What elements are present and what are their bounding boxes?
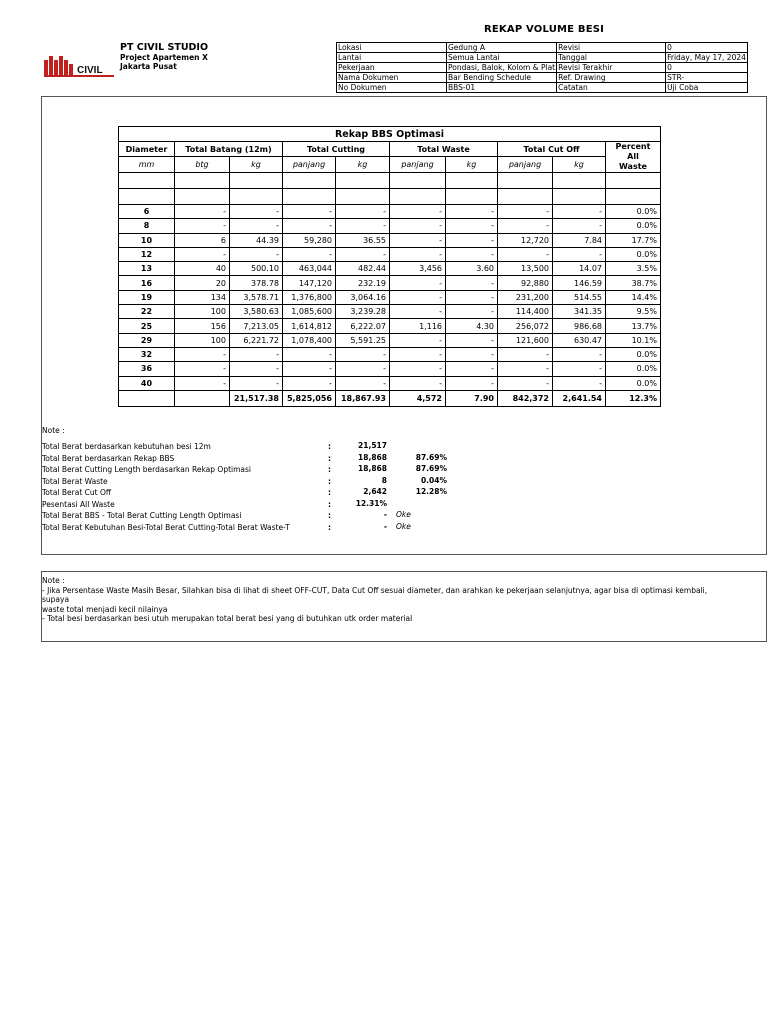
diameter-cell: 10 xyxy=(119,233,175,247)
value-cell: 7,213.05 xyxy=(230,319,283,333)
value-cell: 3,239.28 xyxy=(336,305,390,319)
document-info-table xyxy=(336,42,748,93)
summary-label: Total Berat Cut Off xyxy=(42,488,112,497)
info-row xyxy=(337,53,748,63)
value-cell: 231,200 xyxy=(498,290,553,304)
blank-cell xyxy=(446,189,498,205)
value-cell: 17.7% xyxy=(606,233,661,247)
summary-colon: : xyxy=(328,465,331,474)
value-cell: - xyxy=(336,219,390,233)
table-row xyxy=(119,233,661,247)
value-cell: - xyxy=(175,347,230,361)
value-cell: 3.5% xyxy=(606,262,661,276)
value-cell: - xyxy=(283,376,336,390)
project-city: Jakarta Pusat xyxy=(120,62,177,71)
info-cell-v1: BBS-01 xyxy=(447,83,557,93)
table-row xyxy=(119,247,661,261)
summary-block xyxy=(42,441,502,533)
value-cell: - xyxy=(446,362,498,376)
summary-value: 18,868 xyxy=(358,452,387,462)
summary-status: Oke xyxy=(396,521,411,531)
total-cell: 5,825,056 xyxy=(283,390,336,406)
info-cell-k2: Catatan xyxy=(557,83,666,93)
unit-cell: mm xyxy=(119,157,175,173)
blank-cell xyxy=(230,189,283,205)
info-cell-v2: 0 xyxy=(666,63,748,73)
value-cell: 5,591.25 xyxy=(336,333,390,347)
summary-value: - xyxy=(383,510,387,519)
bottom-note-line2: waste total menjadi kecil nilainya xyxy=(42,604,168,614)
summary-percent: 12.28% xyxy=(415,487,447,496)
value-cell: - xyxy=(390,205,446,219)
table-row xyxy=(119,347,661,361)
blank-cell xyxy=(390,189,446,205)
value-cell: 92,880 xyxy=(498,276,553,290)
value-cell: 1,078,400 xyxy=(283,333,336,347)
table-row xyxy=(119,205,661,219)
value-cell: 146.59 xyxy=(553,276,606,290)
table-row xyxy=(119,276,661,290)
value-cell: - xyxy=(498,362,553,376)
value-cell: 38.7% xyxy=(606,276,661,290)
blank-cell xyxy=(606,189,661,205)
value-cell: - xyxy=(336,247,390,261)
bottom-note-line3: - Total besi berdasarkan besi utuh merupakan total berat besi yang di butuhkan utk order material xyxy=(42,614,413,623)
value-cell: 0.0% xyxy=(606,205,661,219)
total-cell: 7.90 xyxy=(446,390,498,406)
info-row xyxy=(337,73,748,83)
value-cell: - xyxy=(390,333,446,347)
table-row xyxy=(119,319,661,333)
blank-cell xyxy=(498,173,553,189)
info-cell-v2: STR- xyxy=(666,73,748,83)
info-cell-k2: Tanggal xyxy=(557,53,666,63)
value-cell: - xyxy=(230,219,283,233)
blank-cell xyxy=(446,173,498,189)
info-cell-v2: 0 xyxy=(666,43,748,53)
value-cell: - xyxy=(446,276,498,290)
info-cell-k1: Lantai xyxy=(337,53,447,63)
summary-percent: 0.04% xyxy=(420,475,447,485)
table-row xyxy=(119,290,661,304)
value-cell: - xyxy=(498,347,553,361)
value-cell: - xyxy=(390,219,446,233)
value-cell: - xyxy=(283,219,336,233)
value-cell: - xyxy=(175,247,230,261)
diameter-cell: 36 xyxy=(119,362,175,376)
header-total-cutting: Total Cutting xyxy=(283,142,390,157)
value-cell: 59,280 xyxy=(283,233,336,247)
value-cell: 0.0% xyxy=(606,347,661,361)
summary-colon: : xyxy=(328,522,331,532)
summary-label: Pesentasi All Waste xyxy=(42,499,115,509)
value-cell: - xyxy=(498,205,553,219)
value-cell: 463,044 xyxy=(283,262,336,276)
value-cell: - xyxy=(553,376,606,390)
total-cell: 842,372 xyxy=(498,390,553,406)
header-percent-waste xyxy=(606,142,661,173)
table-row xyxy=(119,333,661,347)
bottom-note-line1: - Jika Persentase Waste Masih Besar, Silahkan bisa di lihat di sheet OFF-CUT, Data Cut Off sesuai diameter, dan arahkan ke pekerjaan selanjutnya, agar bisa di optimasi kembali, supaya xyxy=(42,585,708,604)
info-cell-k1: Nama Dokumen xyxy=(337,73,447,83)
value-cell: - xyxy=(553,205,606,219)
company-block xyxy=(120,43,208,71)
summary-label: Total Berat BBS - Total Berat Cutting Length Optimasi xyxy=(42,511,242,520)
total-cell: 12.3% xyxy=(606,390,661,406)
note-label: Note : xyxy=(42,426,65,435)
unit-cell: panjang xyxy=(498,157,553,173)
value-cell: 3,578.71 xyxy=(230,290,283,304)
info-cell-v1: Gedung A xyxy=(447,43,557,53)
value-cell: 20 xyxy=(175,276,230,290)
svg-text:CIVIL: CIVIL xyxy=(77,65,103,76)
value-cell: - xyxy=(230,376,283,390)
value-cell: 514.55 xyxy=(553,290,606,304)
value-cell: 3.60 xyxy=(446,262,498,276)
summary-value: 2,642 xyxy=(363,487,387,496)
value-cell: 1,376,800 xyxy=(283,290,336,304)
value-cell: 232.19 xyxy=(336,276,390,290)
company-name: PT CIVIL STUDIO xyxy=(120,42,209,53)
summary-label: Total Berat Kebutuhan Besi-Total Berat Cutting-Total Berat Waste-T xyxy=(42,522,290,532)
diameter-cell: 8 xyxy=(119,219,175,233)
document-title: REKAP VOLUME BESI xyxy=(484,24,605,35)
value-cell: 3,064.16 xyxy=(336,290,390,304)
header-percent-line1: Percent All xyxy=(615,142,651,161)
value-cell: - xyxy=(336,347,390,361)
blank-cell xyxy=(119,173,175,189)
value-cell: 40 xyxy=(175,262,230,276)
header-total-cutoff: Total Cut Off xyxy=(498,142,606,157)
rekap-bbs-table xyxy=(118,126,661,407)
summary-value: 21,517 xyxy=(358,441,387,450)
blank-row xyxy=(119,189,661,205)
value-cell: - xyxy=(175,362,230,376)
value-cell: 482.44 xyxy=(336,262,390,276)
unit-cell: kg xyxy=(230,157,283,173)
total-row xyxy=(119,390,661,406)
value-cell: - xyxy=(175,205,230,219)
value-cell: - xyxy=(283,247,336,261)
info-cell-k2: Ref. Drawing xyxy=(557,73,666,83)
summary-row xyxy=(42,441,502,453)
value-cell: - xyxy=(553,219,606,233)
value-cell: - xyxy=(446,333,498,347)
value-cell: - xyxy=(446,290,498,304)
value-cell: 14.07 xyxy=(553,262,606,276)
value-cell: - xyxy=(390,305,446,319)
value-cell: 986.68 xyxy=(553,319,606,333)
total-cell: 2,641.54 xyxy=(553,390,606,406)
value-cell: - xyxy=(446,233,498,247)
value-cell: 0.0% xyxy=(606,219,661,233)
unit-cell: panjang xyxy=(283,157,336,173)
value-cell: 7.84 xyxy=(553,233,606,247)
value-cell: - xyxy=(446,247,498,261)
info-row xyxy=(337,43,748,53)
summary-colon: : xyxy=(328,499,331,509)
value-cell: 1,085,600 xyxy=(283,305,336,319)
summary-label: Total Berat berdasarkan Rekap BBS xyxy=(42,453,175,463)
summary-label: Total Berat Waste xyxy=(42,476,108,486)
bottom-note xyxy=(42,576,722,624)
header-total-batang: Total Batang (12m) xyxy=(175,142,283,157)
summary-row xyxy=(42,476,502,488)
value-cell: 3,580.63 xyxy=(230,305,283,319)
unit-cell: btg xyxy=(175,157,230,173)
total-cell xyxy=(119,390,175,406)
table-row xyxy=(119,362,661,376)
diameter-cell: 12 xyxy=(119,247,175,261)
blank-cell xyxy=(553,173,606,189)
header-percent-line2: Waste xyxy=(619,162,647,171)
total-cell: 18,867.93 xyxy=(336,390,390,406)
blank-row xyxy=(119,173,661,189)
value-cell: - xyxy=(390,290,446,304)
value-cell: - xyxy=(446,305,498,319)
info-cell-v1: Pondasi, Balok, Kolom & Plat xyxy=(448,63,556,72)
value-cell: - xyxy=(553,347,606,361)
value-cell: 3,456 xyxy=(390,262,446,276)
blank-cell xyxy=(230,173,283,189)
header-total-waste: Total Waste xyxy=(390,142,498,157)
info-row xyxy=(337,83,748,93)
info-cell-k1: No Dokumen xyxy=(337,83,447,93)
value-cell: - xyxy=(175,219,230,233)
diameter-cell: 16 xyxy=(119,276,175,290)
value-cell: 100 xyxy=(175,305,230,319)
value-cell: - xyxy=(553,362,606,376)
value-cell: 6,222.07 xyxy=(336,319,390,333)
value-cell: 1,116 xyxy=(390,319,446,333)
value-cell: - xyxy=(446,347,498,361)
summary-row xyxy=(42,522,502,534)
value-cell: 6,221.72 xyxy=(230,333,283,347)
blank-cell xyxy=(119,189,175,205)
value-cell: 12,720 xyxy=(498,233,553,247)
blank-cell xyxy=(553,189,606,205)
diameter-cell: 40 xyxy=(119,376,175,390)
info-cell-v2: Uji Coba xyxy=(666,83,748,93)
summary-colon: : xyxy=(328,453,331,463)
value-cell: - xyxy=(230,362,283,376)
unit-cell: kg xyxy=(336,157,390,173)
header-diameter: Diameter xyxy=(119,142,175,157)
value-cell: 13,500 xyxy=(498,262,553,276)
value-cell: 36.55 xyxy=(336,233,390,247)
summary-colon: : xyxy=(328,442,331,451)
value-cell: - xyxy=(390,247,446,261)
company-logo xyxy=(44,56,114,78)
blank-cell xyxy=(283,189,336,205)
value-cell: 114,400 xyxy=(498,305,553,319)
blank-cell xyxy=(175,173,230,189)
summary-value: 12.31% xyxy=(355,498,387,508)
table-title: Rekap BBS Optimasi xyxy=(119,127,661,142)
blank-cell xyxy=(175,189,230,205)
value-cell: - xyxy=(230,347,283,361)
value-cell: 100 xyxy=(175,333,230,347)
summary-row xyxy=(42,453,502,465)
value-cell: - xyxy=(336,205,390,219)
info-cell-v1: Semua Lantai xyxy=(447,53,557,63)
table-row xyxy=(119,262,661,276)
summary-colon: : xyxy=(328,476,331,486)
value-cell: 6 xyxy=(175,233,230,247)
info-cell-k2: Revisi xyxy=(557,43,666,53)
value-cell: - xyxy=(446,376,498,390)
value-cell: 1,614,812 xyxy=(283,319,336,333)
summary-row xyxy=(42,487,502,499)
value-cell: - xyxy=(283,205,336,219)
value-cell: 9.5% xyxy=(606,305,661,319)
table-row xyxy=(119,219,661,233)
value-cell: 14.4% xyxy=(606,290,661,304)
blank-cell xyxy=(606,173,661,189)
info-row xyxy=(337,63,748,73)
info-cell-k1: Pekerjaan xyxy=(337,63,447,73)
diameter-cell: 29 xyxy=(119,333,175,347)
total-cell: 4,572 xyxy=(390,390,446,406)
summary-colon: : xyxy=(328,488,331,497)
value-cell: 341.35 xyxy=(553,305,606,319)
summary-row xyxy=(42,510,502,522)
value-cell: - xyxy=(390,347,446,361)
value-cell: - xyxy=(390,276,446,290)
value-cell: - xyxy=(553,247,606,261)
value-cell: 4.30 xyxy=(446,319,498,333)
unit-cell: kg xyxy=(553,157,606,173)
info-cell-k2: Revisi Terakhir xyxy=(557,63,666,73)
diameter-cell: 32 xyxy=(119,347,175,361)
summary-status: Oke xyxy=(396,510,411,519)
value-cell: - xyxy=(175,376,230,390)
info-cell-v1: Bar Bending Schedule xyxy=(447,73,557,83)
info-cell-k1: Lokasi xyxy=(337,43,447,53)
value-cell: - xyxy=(283,347,336,361)
value-cell: 13.7% xyxy=(606,319,661,333)
blank-cell xyxy=(390,173,446,189)
summary-percent: 87.69% xyxy=(415,464,447,473)
value-cell: - xyxy=(283,362,336,376)
value-cell: 10.1% xyxy=(606,333,661,347)
value-cell: - xyxy=(498,376,553,390)
summary-value: 18,868 xyxy=(358,464,387,473)
value-cell: 256,072 xyxy=(498,319,553,333)
value-cell: - xyxy=(498,219,553,233)
value-cell: 147,120 xyxy=(283,276,336,290)
blank-cell xyxy=(336,189,390,205)
value-cell: 0.0% xyxy=(606,376,661,390)
summary-value: 8 xyxy=(381,475,387,485)
value-cell: 0.0% xyxy=(606,362,661,376)
value-cell: 156 xyxy=(175,319,230,333)
diameter-cell: 22 xyxy=(119,305,175,319)
summary-label: Total Berat Cutting Length berdasarkan Rekap Optimasi xyxy=(42,465,252,474)
value-cell: - xyxy=(446,219,498,233)
table-row xyxy=(119,305,661,319)
summary-label: Total Berat berdasarkan kebutuhan besi 12m xyxy=(42,442,211,451)
value-cell: 500.10 xyxy=(230,262,283,276)
summary-row xyxy=(42,464,502,476)
value-cell: 630.47 xyxy=(553,333,606,347)
value-cell: - xyxy=(230,205,283,219)
value-cell: 44.39 xyxy=(230,233,283,247)
value-cell: - xyxy=(336,362,390,376)
value-cell: - xyxy=(498,247,553,261)
diameter-cell: 13 xyxy=(119,262,175,276)
value-cell: - xyxy=(230,247,283,261)
value-cell: - xyxy=(390,362,446,376)
total-cell: 21,517.38 xyxy=(230,390,283,406)
info-cell-v2: Friday, May 17, 2024 xyxy=(667,53,746,62)
total-cell xyxy=(175,390,230,406)
value-cell: 0.0% xyxy=(606,247,661,261)
blank-cell xyxy=(498,189,553,205)
value-cell: - xyxy=(446,205,498,219)
value-cell: - xyxy=(336,376,390,390)
bottom-note-label: Note : xyxy=(42,576,65,585)
summary-row xyxy=(42,499,502,511)
diameter-cell: 6 xyxy=(119,205,175,219)
value-cell: - xyxy=(390,233,446,247)
unit-cell: kg xyxy=(446,157,498,173)
blank-cell xyxy=(283,173,336,189)
diameter-cell: 19 xyxy=(119,290,175,304)
summary-percent: 87.69% xyxy=(415,452,447,462)
unit-cell: panjang xyxy=(390,157,446,173)
summary-value: - xyxy=(383,521,387,531)
diameter-cell: 25 xyxy=(119,319,175,333)
value-cell: - xyxy=(390,376,446,390)
summary-colon: : xyxy=(328,511,331,520)
project-name: Project Apartemen X xyxy=(120,53,208,62)
value-cell: 134 xyxy=(175,290,230,304)
value-cell: 378.78 xyxy=(230,276,283,290)
table-row xyxy=(119,376,661,390)
blank-cell xyxy=(336,173,390,189)
value-cell: 121,600 xyxy=(498,333,553,347)
